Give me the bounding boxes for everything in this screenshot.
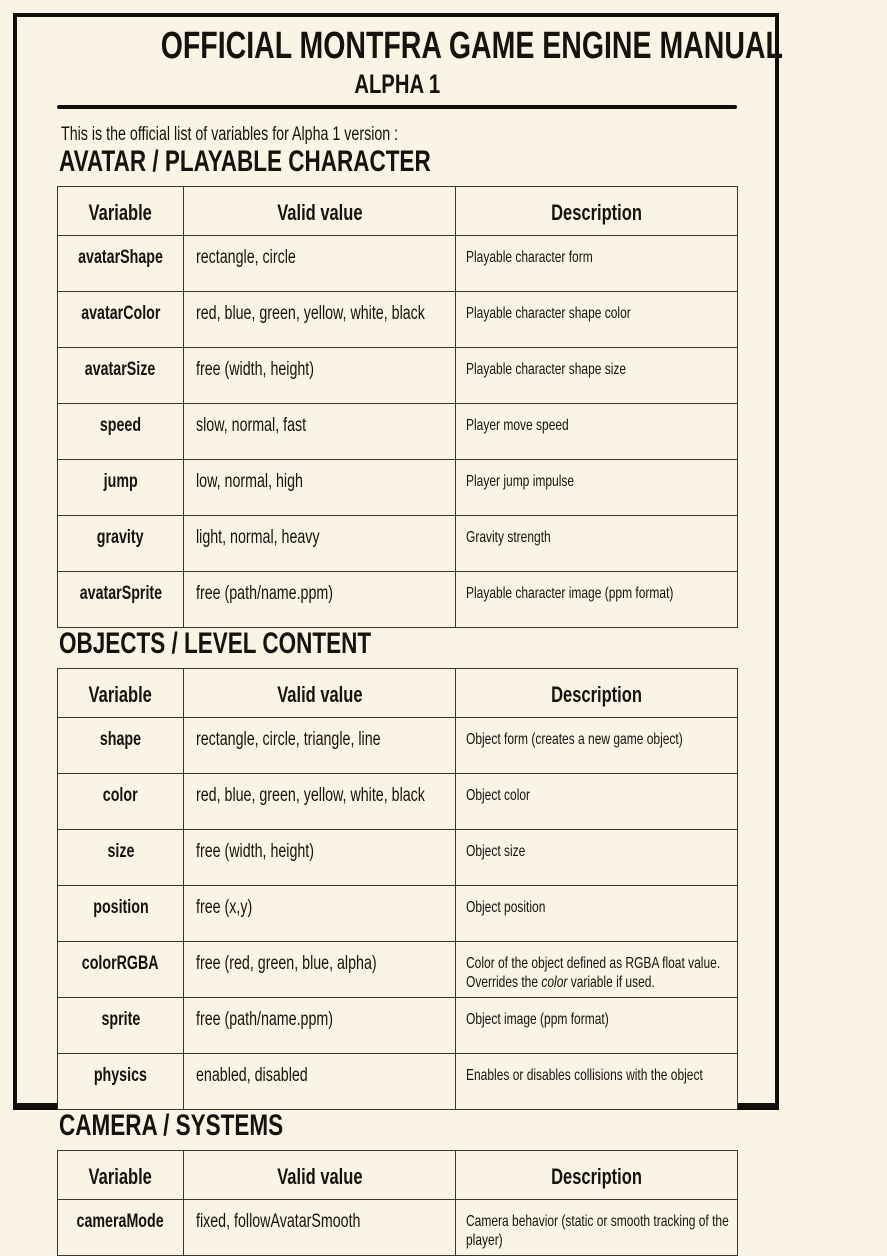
valid-value-cell: free (path/name.ppm) xyxy=(184,998,456,1054)
valid-value-cell: slow, normal, fast xyxy=(184,404,456,460)
variable-name-cell: avatarShape xyxy=(58,236,184,292)
intro-text: This is the official list of variables for Alpha 1 version : xyxy=(61,124,399,145)
column-header-valid-value: Valid value xyxy=(184,187,456,236)
valid-value-cell: enabled, disabled xyxy=(184,1054,456,1110)
table-row xyxy=(58,886,738,942)
description-cell: Enables or disables collisions with the object xyxy=(456,1054,738,1110)
table-header-row xyxy=(58,1151,738,1200)
table-row xyxy=(58,572,738,628)
table-header-row xyxy=(58,669,738,718)
variable-name-cell: physics xyxy=(58,1054,184,1110)
description-cell: Object size xyxy=(456,830,738,886)
description-cell: Color of the object defined as RGBA float value. Overrides the color variable if used. xyxy=(456,942,738,998)
column-header-valid-value: Valid value xyxy=(184,669,456,718)
description-cell: Gravity strength xyxy=(456,516,738,572)
title-divider-rule xyxy=(57,105,737,109)
table-row xyxy=(58,348,738,404)
description-cell: Camera behavior (static or smooth tracking of the player) xyxy=(456,1200,738,1256)
table-row xyxy=(58,942,738,998)
valid-value-cell: light, normal, heavy xyxy=(184,516,456,572)
section-heading-camera: CAMERA / SYSTEMS xyxy=(59,1109,284,1142)
variable-name-cell: color xyxy=(58,774,184,830)
description-cell: Object form (creates a new game object) xyxy=(456,718,738,774)
page-subtitle-text: ALPHA 1 xyxy=(354,69,440,99)
variable-name-cell: colorRGBA xyxy=(58,942,184,998)
page-title-text: OFFICIAL MONTFRA GAME ENGINE MANUAL xyxy=(160,25,783,67)
table-row xyxy=(58,516,738,572)
table-row xyxy=(58,1054,738,1110)
description-cell: Playable character shape color xyxy=(456,292,738,348)
variable-name-cell: cameraMode xyxy=(58,1200,184,1256)
table-row xyxy=(58,236,738,292)
table-row xyxy=(58,460,738,516)
description-cell: Playable character image (ppm format) xyxy=(456,572,738,628)
description-cell: Player jump impulse xyxy=(456,460,738,516)
variable-name-cell: shape xyxy=(58,718,184,774)
column-header-valid-value: Valid value xyxy=(184,1151,456,1200)
table-header-row xyxy=(58,187,738,236)
section-heading-objects: OBJECTS / LEVEL CONTENT xyxy=(59,627,372,660)
table-row xyxy=(58,998,738,1054)
variable-name-cell: position xyxy=(58,886,184,942)
valid-value-cell: low, normal, high xyxy=(184,460,456,516)
valid-value-cell: red, blue, green, yellow, white, black xyxy=(184,292,456,348)
table-row xyxy=(58,774,738,830)
page-subtitle xyxy=(57,70,737,98)
table-row xyxy=(58,292,738,348)
valid-value-cell: fixed, followAvatarSmooth xyxy=(184,1200,456,1256)
column-header-description: Description xyxy=(456,1151,738,1200)
description-cell: Object color xyxy=(456,774,738,830)
table-row xyxy=(58,1200,738,1256)
variable-name-cell: sprite xyxy=(58,998,184,1054)
page-title xyxy=(57,25,783,67)
valid-value-cell: red, blue, green, yellow, white, black xyxy=(184,774,456,830)
description-cell: Object position xyxy=(456,886,738,942)
variable-name-cell: avatarSize xyxy=(58,348,184,404)
valid-value-cell: free (path/name.ppm) xyxy=(184,572,456,628)
valid-value-cell: free (x,y) xyxy=(184,886,456,942)
valid-value-cell: rectangle, circle, triangle, line xyxy=(184,718,456,774)
description-cell: Object image (ppm format) xyxy=(456,998,738,1054)
variable-name-cell: gravity xyxy=(58,516,184,572)
variable-name-cell: speed xyxy=(58,404,184,460)
variables-table-camera xyxy=(57,1150,738,1256)
variable-name-cell: avatarSprite xyxy=(58,572,184,628)
column-header-variable: Variable xyxy=(58,187,184,236)
column-header-description: Description xyxy=(456,669,738,718)
valid-value-cell: free (red, green, blue, alpha) xyxy=(184,942,456,998)
table-row xyxy=(58,830,738,886)
variable-name-cell: size xyxy=(58,830,184,886)
description-cell: Playable character form xyxy=(456,236,738,292)
column-header-variable: Variable xyxy=(58,669,184,718)
variables-table-objects xyxy=(57,668,738,1110)
table-row xyxy=(58,718,738,774)
section-heading-avatar: AVATAR / PLAYABLE CHARACTER xyxy=(59,145,431,178)
column-header-variable: Variable xyxy=(58,1151,184,1200)
description-cell: Player move speed xyxy=(456,404,738,460)
column-header-description: Description xyxy=(456,187,738,236)
variable-name-cell: jump xyxy=(58,460,184,516)
variable-name-cell: avatarColor xyxy=(58,292,184,348)
valid-value-cell: free (width, height) xyxy=(184,830,456,886)
variables-table-avatar xyxy=(57,186,738,628)
valid-value-cell: rectangle, circle xyxy=(184,236,456,292)
valid-value-cell: free (width, height) xyxy=(184,348,456,404)
table-row xyxy=(58,404,738,460)
description-cell: Playable character shape size xyxy=(456,348,738,404)
